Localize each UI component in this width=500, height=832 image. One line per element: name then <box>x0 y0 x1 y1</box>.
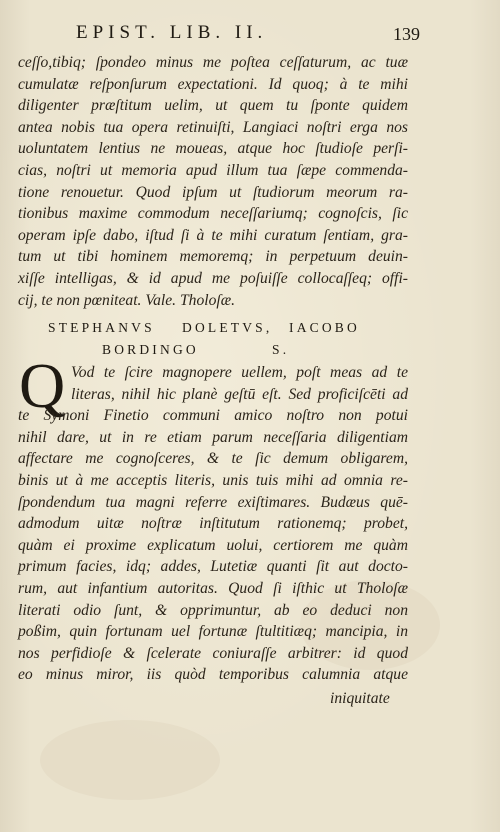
text-line: ſpondendum tua magni referre exiſtimares. Budæus quē- <box>18 493 408 511</box>
text-line: affectare me cognoſceres, & te ſic demum obligarem, <box>18 450 408 468</box>
text-line: ceſſo,tibiq; ſpondeo minus me poſtea ceſſaturum, ac tuæ <box>18 54 408 71</box>
text-line: quàm ei proxime explicatum uolui, certiorem me quàm <box>18 536 408 554</box>
text-line: te Symoni Finetio communi amico noſtro non potui <box>18 407 408 425</box>
text-line: cij, te non pœniteat. Vale. Tholoſæ. <box>18 291 236 309</box>
text-line: literati odio ſunt, & opprimuntur, ab eo deduci non <box>18 601 408 619</box>
text-line: tionibus maxime commodum neceſſariumq; cognoſcis, ſic <box>18 205 408 223</box>
text-line: eo minus miror, iis quòd temporibus calumnia atque <box>18 666 408 684</box>
recipient-last-name: BORDINGO <box>102 342 199 357</box>
text-line: diligenter præſtitum uelim, ut quem tu ſponte quidem <box>18 97 408 115</box>
sender-first-name: STEPHANVS <box>48 320 155 335</box>
text-line: tum ut tibi hominem memoremq; in perpetuum deuin- <box>18 248 408 266</box>
page-number: 139 <box>393 24 420 44</box>
text-line: rum, aut infantium autoritas. Quod ſi iſthic ut Tholoſæ <box>18 579 408 597</box>
sender-last-name: DOLETVS, <box>182 320 273 335</box>
letter-two-text <box>18 362 408 686</box>
greeting: S. <box>272 342 290 357</box>
text-line: nihil dare, ut in re etiam parum neceſſaria diligentiam <box>18 428 408 446</box>
paper-stain <box>40 720 220 800</box>
running-head: EPIST. LIB. II. <box>76 22 268 43</box>
text-line: Vod te ſcire magnopere uellem, poſt meas ad te <box>71 364 408 381</box>
letter-one-text <box>18 52 408 311</box>
text-line: uoluntatem lentius ne moueas, atque hoc ſtudioſe perſi- <box>18 140 408 158</box>
text-line: xiſſe intelligas, & id apud me poſuiſſe collocaſſeq; offi- <box>18 269 408 287</box>
text-line: primum facies, idq; addes, Lutetiæ quanti ſit aut docto- <box>18 558 408 576</box>
text-line: tione renouetur. Quod ipſum ut ſtudiorum meorum ra- <box>18 183 408 201</box>
text-line: literas, nihil hic planè geſtū eſt. Sed proficiſcēti ad <box>71 385 408 403</box>
text-line: binis ut à me acceptis literis, unis tuis mihi ad omnia re- <box>18 471 408 489</box>
text-line: cumulatæ reſponſurum expectationi. Id quoq; à te mihi <box>18 75 408 93</box>
text-line: poßim, quin fortunam uel fortunæ ſtultitiæq; mancipia, in <box>18 623 408 641</box>
text-line: operam ipſe dabo, iſtud ſi à te mihi curatum ſentiam, gra- <box>18 226 408 244</box>
text-line: admodum uitæ noſtræ inſtitutum rationemq; probet, <box>18 515 408 533</box>
catchword: iniquitate <box>330 690 390 707</box>
drop-cap-initial: Q <box>19 350 66 421</box>
text-line: nos perfidioſe & ſcelerate coniuraſſe arbitrer: id quod <box>18 644 408 662</box>
recipient-first-name: IACOBO <box>289 320 360 335</box>
text-line: cias, noſtri ut memoria apud illum tua ſæpe commenda- <box>18 161 408 179</box>
text-line: antea nobis tua opera retinuiſti, Langiaci noſtri erga nos <box>18 118 408 136</box>
page-header <box>0 22 500 48</box>
